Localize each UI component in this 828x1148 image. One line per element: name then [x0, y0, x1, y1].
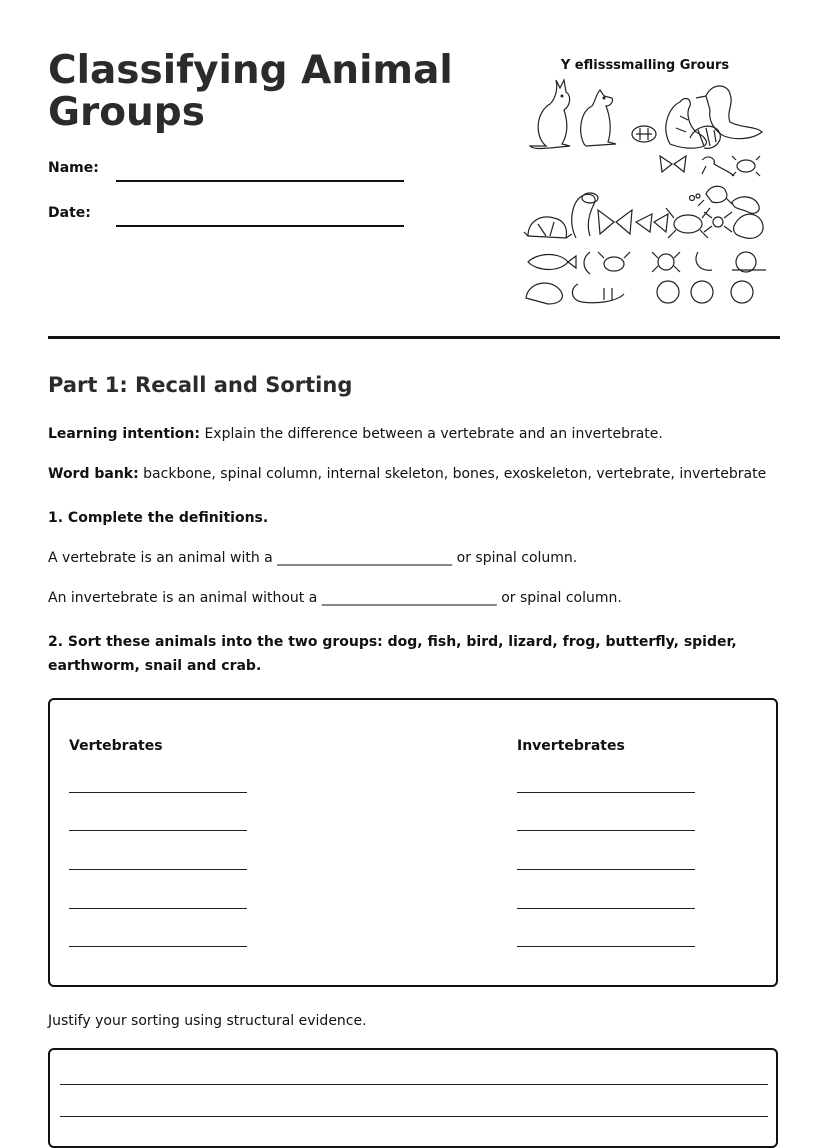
animal-illustration [520, 76, 770, 312]
sorting-box [48, 698, 778, 987]
invertebrate-blank[interactable] [517, 869, 695, 870]
name-field[interactable] [116, 180, 404, 182]
tadpole-icon [702, 157, 734, 176]
frog-icon [698, 186, 732, 206]
date-label: Date: [48, 205, 91, 221]
writing-line[interactable] [60, 1084, 768, 1085]
invertebrate-blank[interactable] [517, 946, 695, 947]
invertebrate-blank[interactable] [517, 830, 695, 831]
dragonfly-icon [636, 214, 668, 232]
earthworm-icon [572, 284, 624, 303]
learning-intention-label: Learning intention: [48, 426, 200, 442]
lizard-small-icon [732, 197, 759, 213]
vertebrate-blank[interactable] [69, 946, 247, 947]
section-divider [48, 336, 780, 339]
beetle-icon [732, 156, 760, 176]
worm-icon [584, 252, 590, 274]
question-2: 2. Sort these animals into the two groups: dog, fish, bird, lizard, frog, butterfly, spider, earthworm, snail and crab. [48, 634, 737, 674]
question-1: 1. Complete the definitions. [48, 510, 269, 526]
vertebrate-blank[interactable] [69, 792, 247, 793]
invertebrate-blank[interactable] [517, 908, 695, 909]
snake-icon [572, 193, 598, 238]
vertebrates-heading: Vertebrates [69, 738, 163, 754]
learning-intention-text: Explain the difference between a vertebrate and an invertebrate. [204, 426, 663, 442]
word-bank [48, 462, 766, 486]
crab-2-icon [598, 252, 630, 271]
crab-icon [666, 208, 710, 238]
vertebrate-blank[interactable] [69, 908, 247, 909]
word-bank-label: Word bank: [48, 466, 139, 482]
fish-icon [528, 255, 576, 270]
invertebrates-heading: Invertebrates [517, 738, 625, 754]
moth-icon [660, 156, 686, 172]
kangaroo-icon [530, 80, 570, 149]
snail-icon [732, 252, 766, 272]
vertebrate-blank[interactable] [69, 830, 247, 831]
justification-box [48, 1048, 778, 1148]
lizard-icon [666, 99, 707, 149]
definition-vertebrate[interactable]: A vertebrate is an animal with a _________________________ or spinal column. [48, 550, 578, 566]
illustration-title: Y eflisssmalling Grours [560, 58, 730, 73]
page-title: Classifying Animal Groups [48, 48, 453, 135]
ant-icon [690, 194, 701, 201]
platypus-icon [696, 86, 762, 139]
word-bank-text: backbone, spinal column, internal skeleton, bones, exoskeleton, vertebrate, invertebrate [143, 466, 767, 482]
shell-icon [526, 283, 562, 304]
justify-prompt: Justify your sorting using structural evidence. [48, 1013, 367, 1029]
butterfly-icon [598, 210, 632, 234]
chameleon-icon [734, 214, 763, 238]
armadillo-icon [632, 126, 656, 142]
date-field[interactable] [116, 225, 404, 227]
turtle-icon [524, 217, 572, 238]
spider-icon [704, 212, 732, 232]
vertebrate-blank[interactable] [69, 869, 247, 870]
bug-icon [652, 252, 680, 272]
name-label: Name: [48, 160, 99, 176]
learning-intention [48, 422, 663, 446]
wallaby-icon [581, 90, 616, 146]
part1-heading: Part 1: Recall and Sorting [48, 373, 353, 397]
caterpillar-icon [696, 252, 712, 270]
invertebrate-blank[interactable] [517, 792, 695, 793]
definition-invertebrate[interactable]: An invertebrate is an animal without a _________________________ or spinal column. [48, 590, 622, 606]
writing-line[interactable] [60, 1116, 768, 1117]
